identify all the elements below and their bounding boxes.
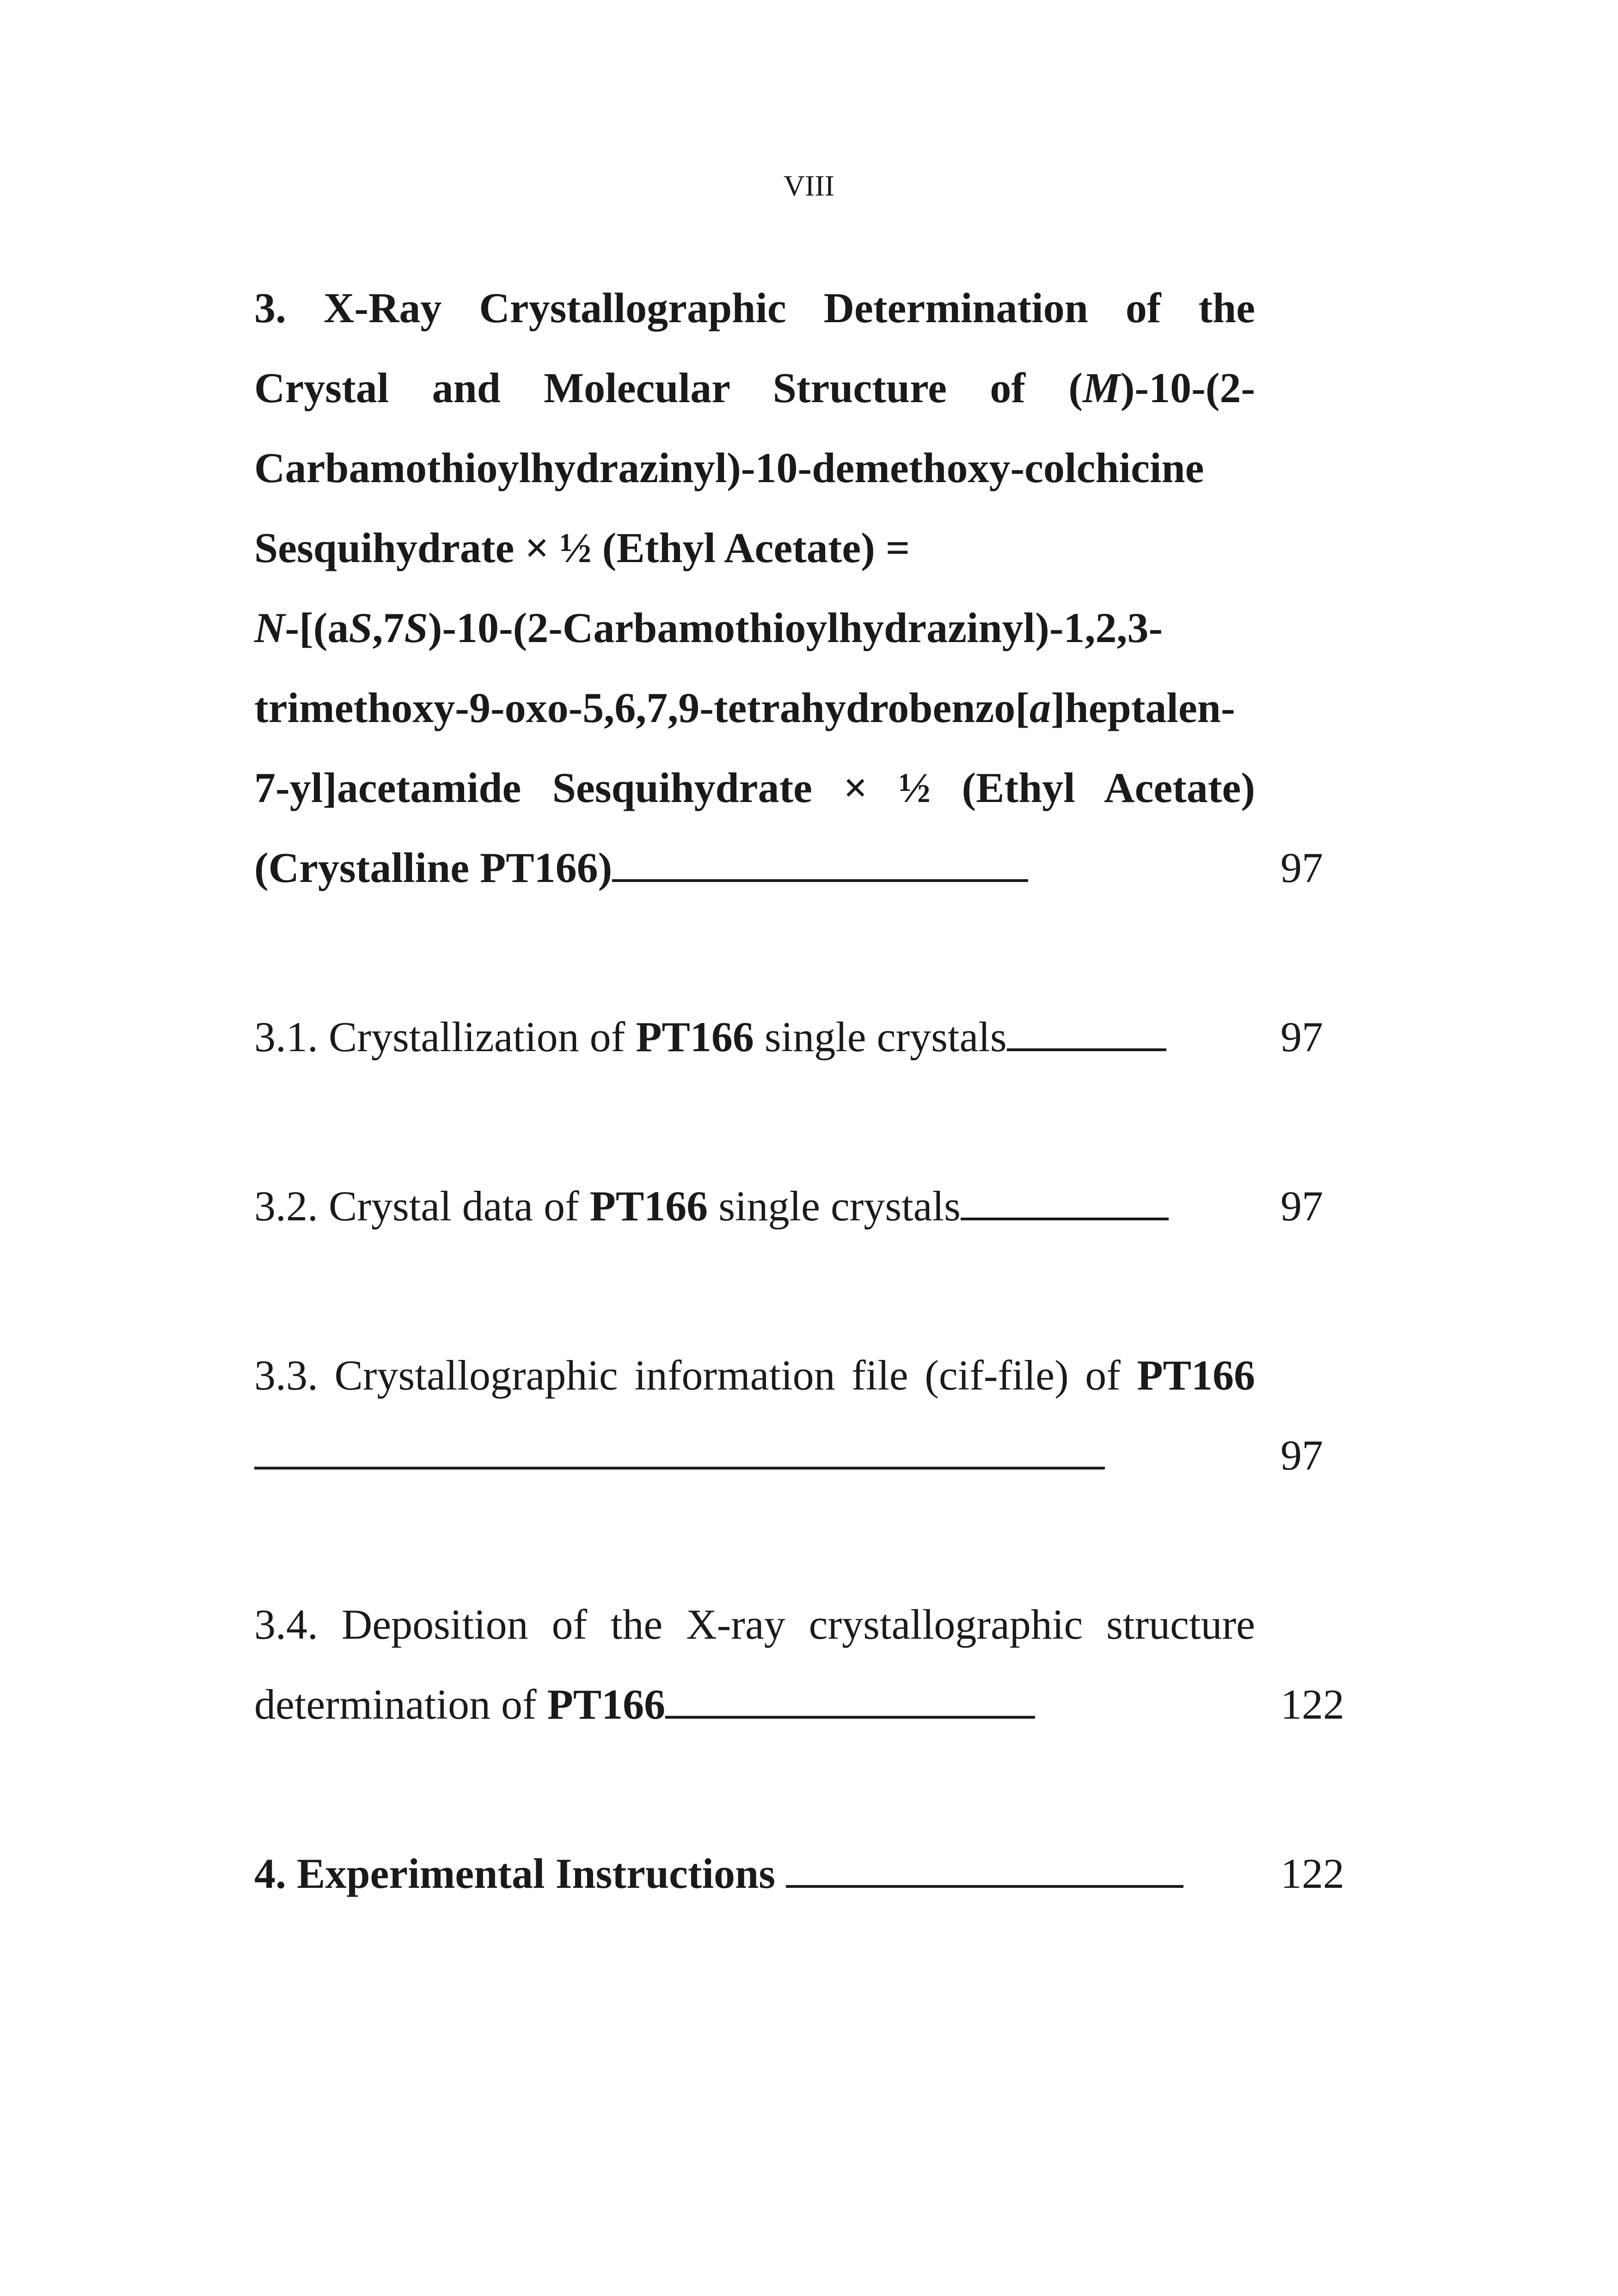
toc-entry-3-4[interactable] <box>254 1585 1364 1745</box>
toc-page-number: 122 <box>1281 1850 1344 1897</box>
table-of-contents <box>254 268 1364 1914</box>
toc-leader <box>665 1686 1035 1719</box>
toc-entry-3-4-title: 3.4. Deposition of the X-ray crystallographic structure determination of PT166 <box>254 1601 1255 1728</box>
toc-leader <box>254 1437 1105 1469</box>
toc-entry-3-3-title: 3.3. Crystallographic information file (cif-file) of PT166 <box>254 1335 1255 1495</box>
toc-page-number: 97 <box>1281 1182 1323 1230</box>
toc-entry-3-2[interactable] <box>254 1166 1364 1246</box>
toc-leader <box>786 1855 1183 1888</box>
toc-page-number: 97 <box>1281 844 1323 891</box>
toc-page-number: 97 <box>1281 1013 1323 1060</box>
toc-entry-4-title: 4. Experimental Instructions <box>254 1834 1255 1914</box>
page-number: VIII <box>783 169 835 202</box>
toc-entry-3-1[interactable] <box>254 997 1364 1077</box>
toc-entry-3-1-title: 3.1. Crystallization of PT166 single crystals <box>254 997 1255 1077</box>
toc-page-number: 97 <box>1281 1432 1323 1479</box>
toc-entry-3-3[interactable] <box>254 1335 1364 1495</box>
toc-entry-3-2-title: 3.2. Crystal data of PT166 single crystals <box>254 1166 1255 1246</box>
toc-entry-3[interactable] <box>254 268 1364 908</box>
toc-leader <box>612 850 1028 882</box>
toc-page-number: 122 <box>1281 1681 1344 1728</box>
toc-leader <box>1007 1019 1166 1051</box>
toc-entry-4[interactable] <box>254 1834 1364 1914</box>
toc-leader <box>961 1188 1169 1220</box>
toc-entry-3-title: 3. X-Ray Crystallographic Determination of the Crystal and Molecular Structure of (M)-10-(2-Carbamothioylhydrazinyl)-10-demethoxy-colchicine Sesquihydrate × ½ (Ethyl Acetate) = N-[(aS,7S)-10-(2-Carbamothioylhydrazinyl)-1,2,3-trimethoxy-9-oxo-5,6,7,9-tetrahydrobenzo[a]heptalen-7-yl]acetamide Sesquihydrate × ½ (Ethyl Acetate) (Crystalline PT166) <box>254 284 1255 891</box>
